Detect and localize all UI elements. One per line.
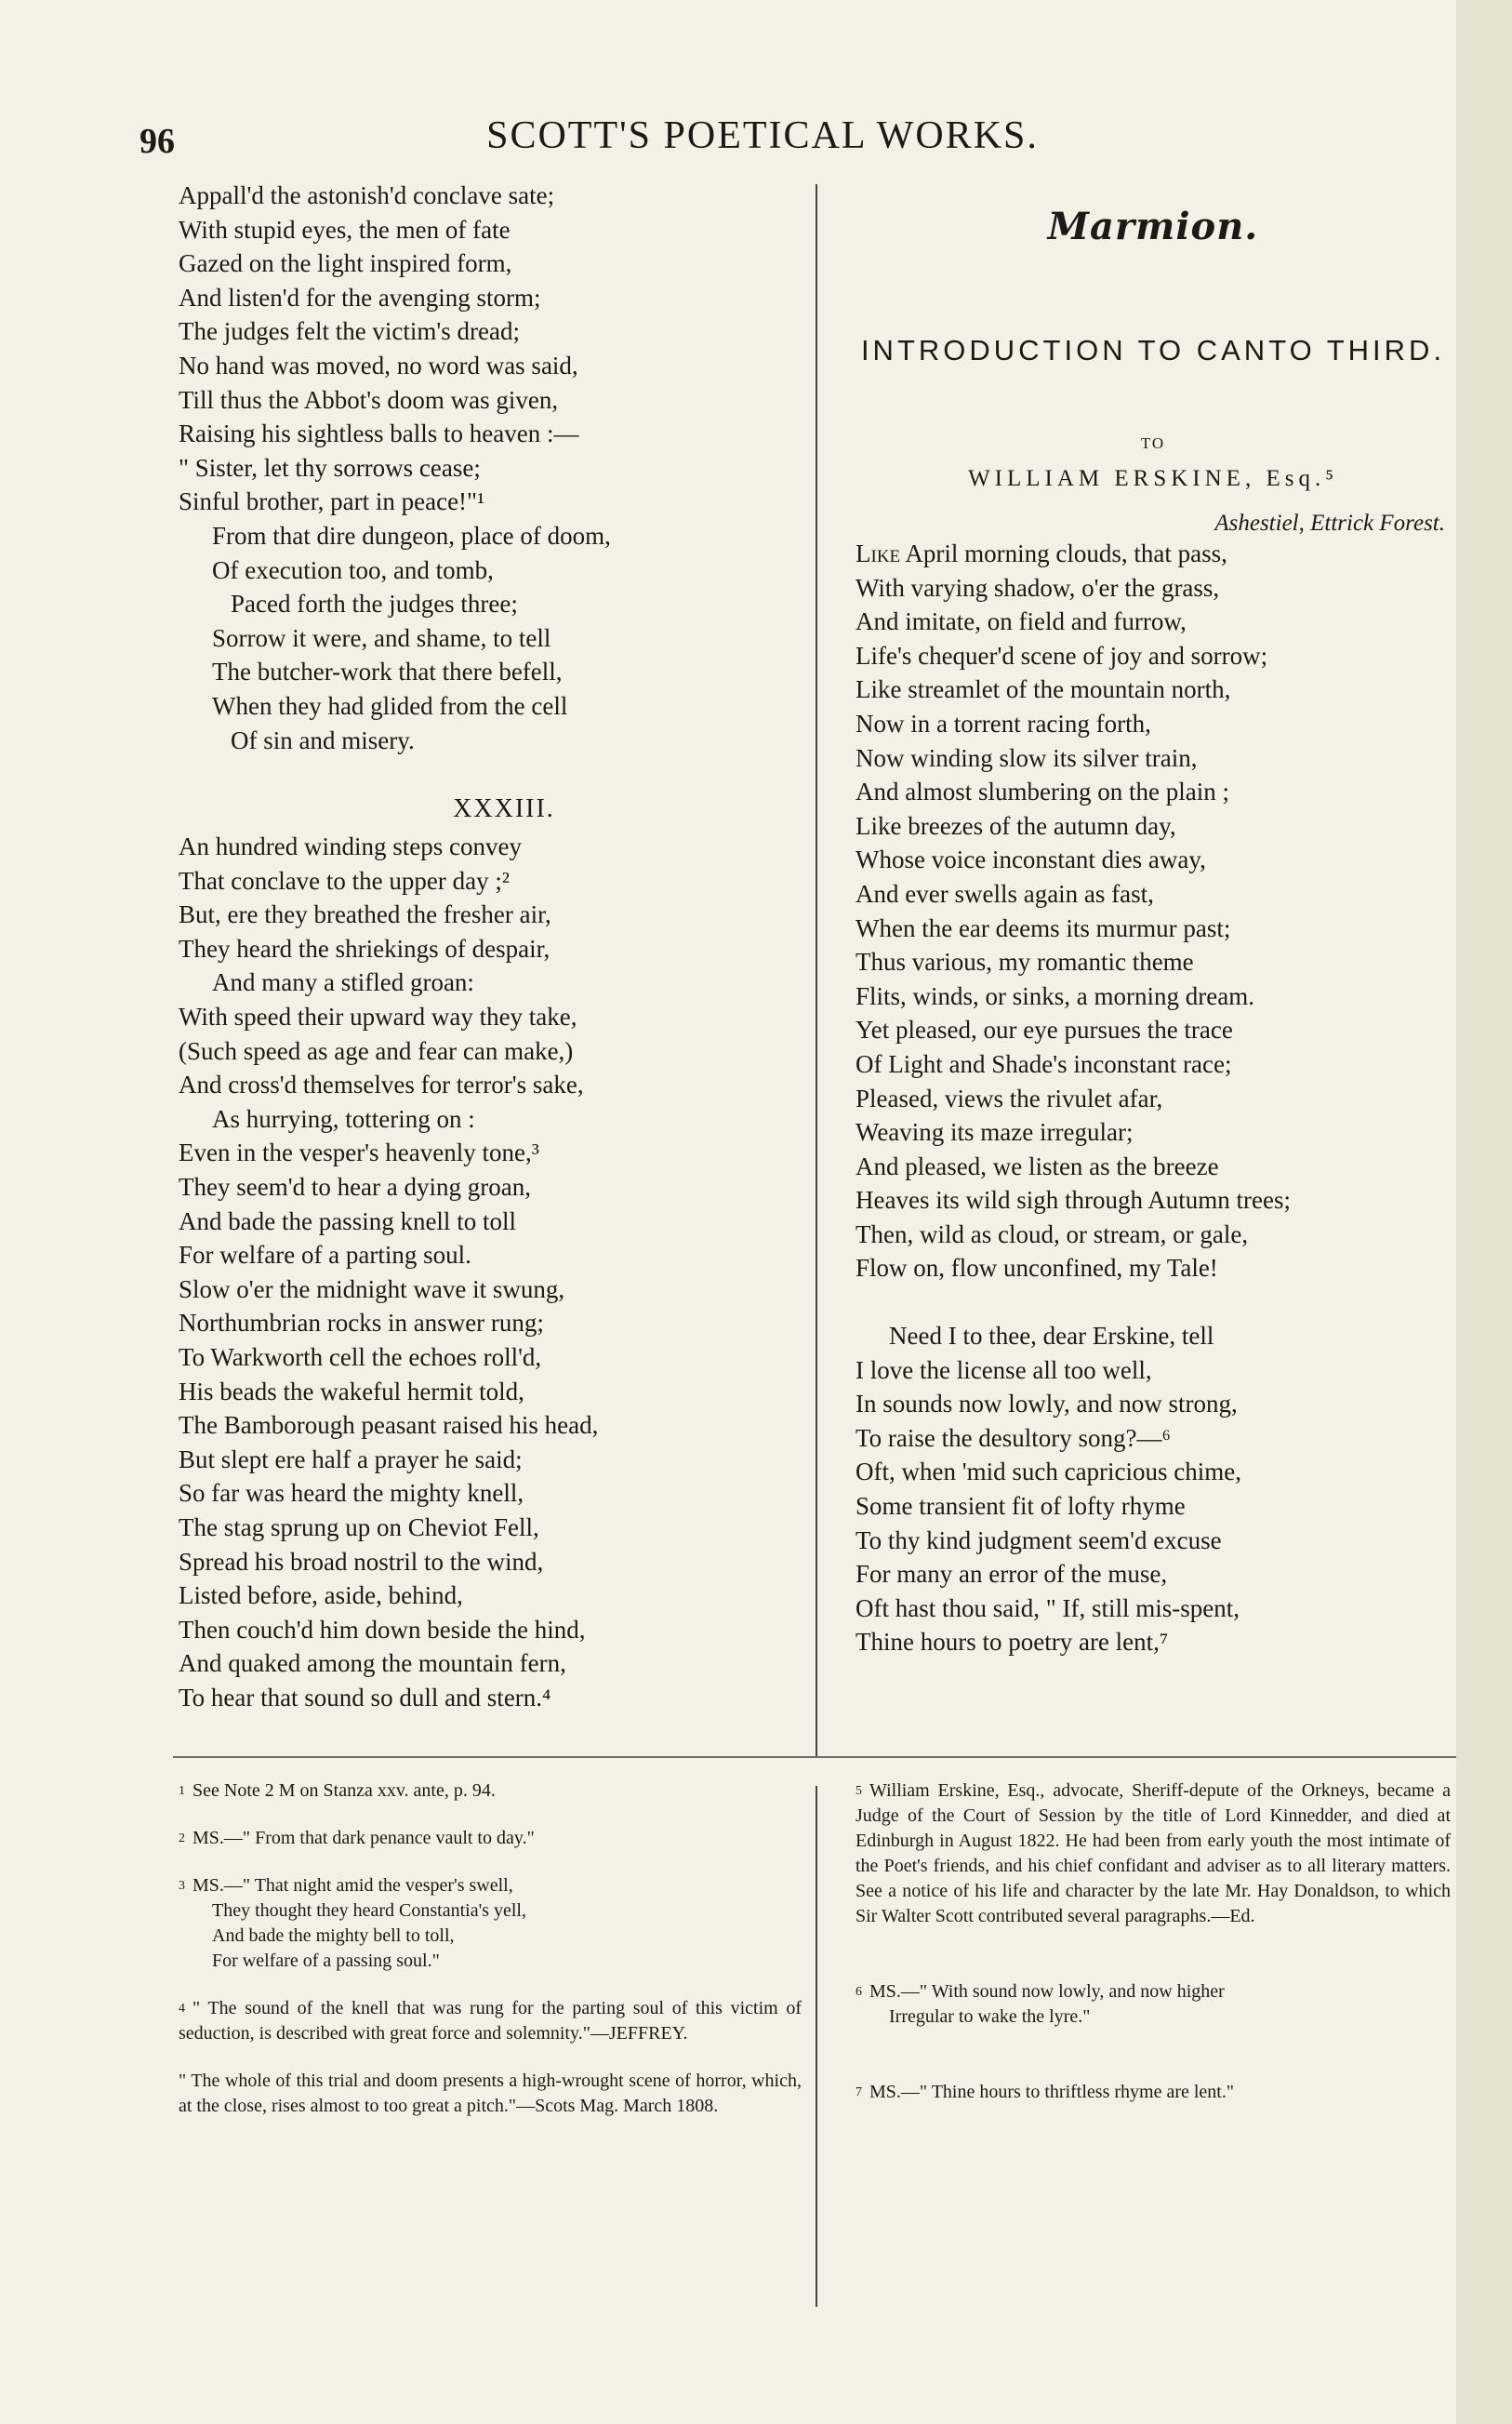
footnote-2	[179, 1826, 802, 1851]
verse-line: Raising his sightless balls to heaven :—	[179, 420, 579, 448]
verse-line: The stag sprung up on Cheviot Fell,	[179, 1512, 539, 1541]
footnote-text: MS.—" Thine hours to thriftless rhyme are lent."	[869, 2082, 1235, 2102]
verse-line: (Such speed as age and fear can make,)	[179, 1036, 574, 1065]
verse-line: That conclave to the upper day ;²	[179, 866, 510, 895]
footnote-6	[855, 1979, 1451, 2004]
verse-line: Then, wild as cloud, or stream, or gale,	[855, 1219, 1249, 1248]
verse-line: For welfare of a parting soul.	[179, 1241, 471, 1270]
introduction-verse-part-1	[855, 571, 1451, 1285]
verse-line: Appall'd the astonish'd conclave sate;	[179, 181, 555, 209]
footnote-number: 2	[179, 1831, 185, 1845]
footnote-rule	[173, 1756, 1456, 1758]
column-divider	[816, 184, 817, 1756]
verse-line: Oft, when 'mid such capricious chime,	[855, 1458, 1242, 1486]
verse-line: To raise the desultory song?—⁶	[855, 1423, 1171, 1452]
verse-line: And pleased, we listen as the breeze	[855, 1152, 1219, 1180]
verse-line: Listed before, aside, behind,	[179, 1581, 463, 1610]
introduction-verse-part-2	[855, 1319, 1451, 1659]
verse-line: His beads the wakeful hermit told,	[179, 1377, 524, 1405]
verse-line: Spread his broad nostril to the wind,	[179, 1547, 544, 1576]
verse-line: Now in a torrent racing forth,	[855, 709, 1151, 738]
dedication-recipient: WILLIAM ERSKINE, Esq.⁵	[968, 466, 1338, 491]
verse-line: The judges felt the victim's dread;	[179, 317, 521, 346]
left-column	[179, 179, 774, 1715]
verse-line: With speed their upward way they take,	[179, 1003, 577, 1032]
footnote-text: " The sound of the knell that was rung for the parting soul of this victim of seduction, is described with great force and solemnity."—JEFFREY.	[179, 1998, 802, 2044]
verse-line: Like streamlet of the mountain north,	[855, 675, 1231, 704]
verse-line: No hand was moved, no word was said,	[179, 351, 578, 380]
verse-line: For many an error of the muse,	[855, 1560, 1168, 1589]
footnote-number: 5	[855, 1784, 862, 1798]
verse-line: Slow o'er the midnight wave it swung,	[179, 1274, 565, 1303]
verse-line: Heaves its wild sigh through Autumn trees;	[855, 1186, 1291, 1215]
footnote-3-line: And bade the mighty bell to toll,	[212, 1925, 455, 1946]
footnote-3-line: For welfare of a passing soul."	[212, 1951, 440, 1971]
page-number: 96	[139, 122, 175, 161]
verse-line: When the ear deems its murmur past;	[855, 913, 1231, 942]
verse-line: And bade the passing knell to toll	[179, 1206, 516, 1235]
verse-line: And listen'd for the avenging storm;	[179, 283, 541, 312]
footnote-3-line: They thought they heard Constantia's yell,	[212, 1900, 526, 1921]
verse-line: Northumbrian rocks in answer rung;	[179, 1309, 544, 1338]
verse-line: Thine hours to poetry are lent,⁷	[855, 1628, 1169, 1657]
verse-line: An hundred winding steps convey	[179, 832, 522, 861]
footnote-5	[855, 1778, 1451, 1929]
dedication-place: Ashestiel, Ettrick Forest.	[1214, 511, 1445, 536]
footnote-text: MS.—" With sound now lowly, and now higher	[869, 1981, 1225, 2002]
stanza-xxxii-continuation	[179, 179, 774, 757]
footnote-number: 6	[855, 1985, 862, 1999]
verse-line: Paced forth the judges three;	[231, 590, 518, 619]
verse-line: Now winding slow its silver train,	[855, 743, 1198, 772]
footnote-text: See Note 2 M on Stanza xxv. ante, p. 94.	[192, 1780, 496, 1801]
footnote-text: MS.—" From that dark penance vault to day."	[192, 1828, 535, 1848]
footnote-number: 1	[179, 1784, 185, 1798]
verse-line: Oft hast thou said, " If, still mis-spent,	[855, 1593, 1240, 1622]
verse-line: Till thus the Abbot's doom was given,	[179, 385, 559, 414]
footnote-4-quote: " The whole of this trial and doom presents a high-wrought scene of horror, which, at the close, rises almost to too great a pitch."—Scots Mag. March 1808.	[179, 2071, 802, 2116]
verse-line: The Bamborough peasant raised his head,	[179, 1411, 599, 1440]
verse-line: Of Light and Shade's inconstant race;	[855, 1049, 1232, 1078]
verse-line: But, ere they breathed the fresher air,	[179, 900, 551, 929]
footnote-1	[179, 1778, 802, 1804]
verse-line: They heard the shriekings of despair,	[179, 934, 550, 963]
verse-line: Gazed on the light inspired form,	[179, 249, 512, 278]
verse-line: Even in the vesper's heavenly tone,³	[179, 1139, 539, 1167]
footnotes-right	[855, 1778, 1451, 2105]
verse-line: Whose voice inconstant dies away,	[855, 846, 1206, 874]
poem-title: Marmion.	[1047, 205, 1259, 248]
verse-line: In sounds now lowly, and now strong,	[855, 1390, 1238, 1418]
footnote-3	[179, 1873, 802, 1898]
verse-line: " Sister, let thy sorrows cease;	[179, 453, 481, 482]
verse-line: And ever swells again as fast,	[855, 879, 1154, 908]
verse-line: And cross'd themselves for terror's sake,	[179, 1071, 584, 1099]
stanza-xxxiii	[179, 830, 774, 1714]
verse-line: Flits, winds, or sinks, a morning dream.	[855, 981, 1254, 1010]
footnote-number: 7	[855, 2085, 862, 2099]
verse-line: And many a stifled groan:	[212, 968, 474, 997]
verse-line: Some transient fit of lofty rhyme	[855, 1492, 1186, 1521]
first-line-rest: April morning clouds, that pass,	[900, 539, 1227, 567]
footnote-6-line: Irregular to wake the lyre."	[889, 2006, 1091, 2027]
verse-line: Of execution too, and tomb,	[212, 555, 494, 584]
footnote-4	[179, 1996, 802, 2046]
verse-line: Of sin and misery.	[231, 726, 415, 754]
verse-line: I love the license all too well,	[855, 1355, 1152, 1384]
verse-line: Sorrow it were, and shame, to tell	[212, 623, 551, 652]
footnote-number: 4	[179, 2002, 185, 2016]
verse-line: To thy kind judgment seem'd excuse	[855, 1525, 1222, 1554]
footnote-text: MS.—" That night amid the vesper's swell,	[192, 1875, 513, 1896]
verse-line: Life's chequer'd scene of joy and sorrow;	[855, 641, 1268, 670]
verse-line: And almost slumbering on the plain ;	[855, 778, 1229, 806]
footnote-text: William Erskine, Esq., advocate, Sheriff-depute of the Orkneys, became a Judge of the Court of Session by the title of Lord Kinnedder, and died at Edinburgh in August 1822. He had been from early youth the most intimate of the Poet's friends, and his chief confidant and adviser as to all literary matters. See a notice of his life and character by the late Mr. Hay Donaldson, to which Sir Walter Scott contributed several paragraphs.—Ed.	[855, 1780, 1451, 1926]
verse-line: From that dire dungeon, place of doom,	[212, 521, 611, 550]
page-edge	[1456, 0, 1512, 2424]
first-word: Like	[855, 539, 901, 567]
verse-line: Thus various, my romantic theme	[855, 948, 1194, 977]
stanza-heading: XXXIII.	[453, 794, 555, 824]
verse-line: Sinful brother, part in peace!"¹	[179, 487, 485, 516]
verse-line: But slept ere half a prayer he said;	[179, 1445, 523, 1473]
verse-line: Pleased, views the rivulet afar,	[855, 1084, 1163, 1112]
verse-line: Then couch'd him down beside the hind,	[179, 1615, 586, 1644]
verse-line: Yet pleased, our eye pursues the trace	[855, 1016, 1233, 1045]
verse-line: And quaked among the mountain fern,	[179, 1649, 566, 1678]
footnote-7	[855, 2080, 1451, 2105]
footnote-column-divider	[816, 1786, 817, 2307]
verse-line: With varying shadow, o'er the grass,	[855, 573, 1220, 602]
footnote-number: 3	[179, 1879, 185, 1893]
verse-line: And imitate, on field and furrow,	[855, 607, 1187, 636]
first-verse-line	[855, 537, 1451, 571]
running-head: SCOTT'S POETICAL WORKS.	[486, 114, 1039, 157]
introduction-heading: INTRODUCTION TO CANTO THIRD.	[860, 334, 1446, 366]
verse-line: To hear that sound so dull and stern.⁴	[179, 1683, 551, 1711]
verse-line: Need I to thee, dear Erskine, tell	[889, 1322, 1214, 1351]
verse-line: So far was heard the mighty knell,	[179, 1479, 524, 1508]
verse-line: Weaving its maze irregular;	[855, 1118, 1134, 1147]
right-column	[855, 179, 1451, 1659]
verse-line: As hurrying, tottering on :	[212, 1104, 475, 1133]
verse-line: When they had glided from the cell	[212, 691, 568, 720]
verse-line: They seem'd to hear a dying groan,	[179, 1173, 531, 1202]
verse-line: To Warkworth cell the echoes roll'd,	[179, 1343, 542, 1371]
verse-line: Flow on, flow unconfined, my Tale!	[855, 1254, 1218, 1283]
verse-line: With stupid eyes, the men of fate	[179, 215, 511, 244]
footnotes-left	[179, 1778, 802, 2119]
verse-line: Like breezes of the autumn day,	[855, 811, 1176, 840]
dedication-to: TO	[1140, 434, 1166, 452]
verse-line: The butcher-work that there befell,	[212, 658, 563, 686]
